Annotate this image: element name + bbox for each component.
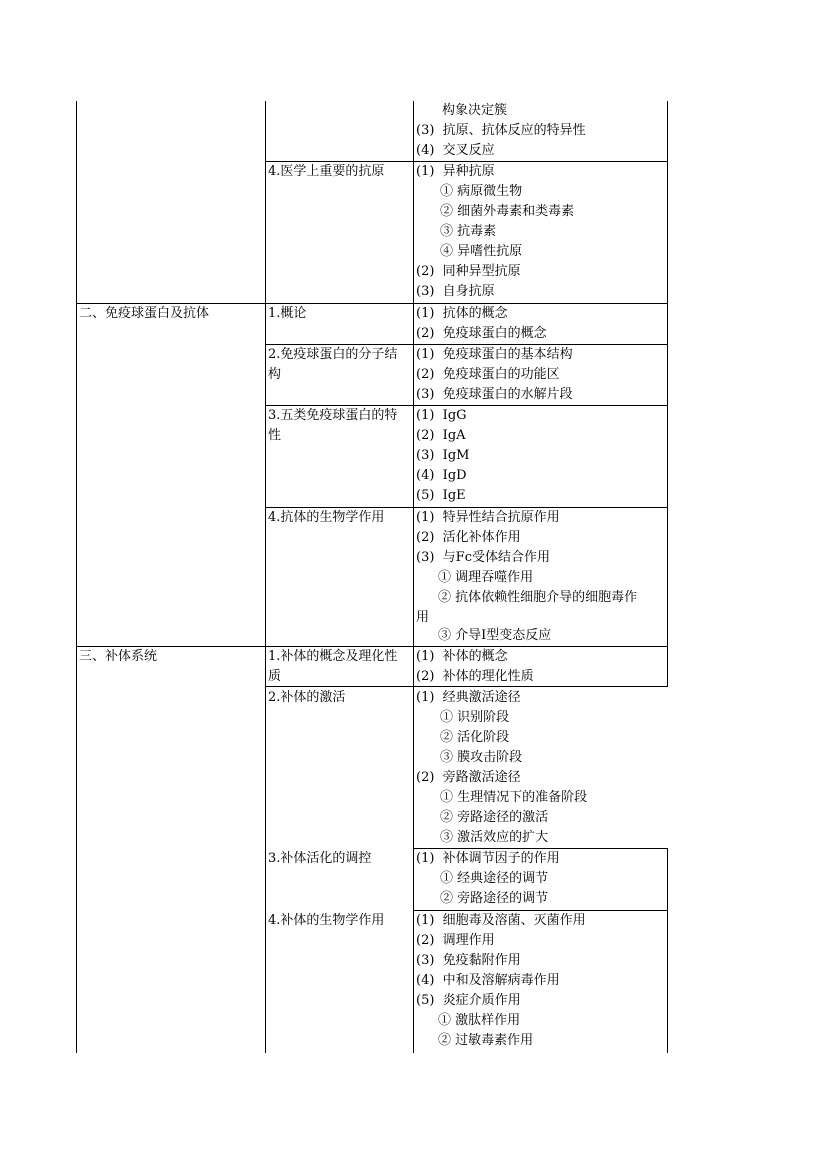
table-cell-item: (3) IgM [416, 448, 470, 463]
table-cell-topic: 4.抗体的生物学作用 [268, 510, 385, 525]
table-cell-item: ① 病原微生物 [440, 184, 523, 199]
table-cell-item: ① 经典途径的调节 [440, 871, 549, 886]
table-cell-topic: 3.补体活化的调控 [268, 851, 372, 866]
table-cell-topic: 2.补体的激活 [268, 690, 346, 705]
table-cell-item: ① 识别阶段 [440, 710, 510, 725]
table-cell-section: 三、补体系统 [79, 649, 158, 664]
table-cell-item: (3) 免疫球蛋白的水解片段 [416, 387, 573, 402]
table-cell-topic: 1.概论 [268, 306, 307, 321]
table-cell-item: (5) IgE [416, 488, 466, 503]
table-cell-item: ② 旁路途径的调节 [440, 891, 549, 906]
table-border-col1 [265, 101, 266, 1053]
table-cell-item: (4) 中和及溶解病毒作用 [416, 973, 560, 988]
table-cell-item: (3) 与Fc受体结合作用 [416, 550, 550, 565]
table-cell-item: (2) 补体的理化性质 [416, 669, 534, 684]
table-cell-item: (1) 补体的概念 [416, 649, 508, 664]
table-cell-item: ③ 抗毒素 [440, 224, 497, 239]
table-cell-topic: 4.医学上重要的抗原 [268, 164, 385, 179]
table-cell-item: 用 [416, 610, 430, 625]
table-cell-item: (1) 补体调节因子的作用 [416, 851, 560, 866]
table-cell-item: (1) 细胞毒及溶菌、灭菌作用 [416, 913, 586, 928]
table-cell-item: ② 细菌外毒素和类毒素 [440, 204, 575, 219]
table-cell-item: (3) 抗原、抗体反应的特异性 [416, 123, 586, 138]
table-cell-item: ① 调理吞噬作用 [438, 570, 534, 585]
table-cell-topic: 3.五类免疫球蛋白的特性 [268, 408, 398, 443]
table-cell-item: (3) 自身抗原 [416, 284, 495, 299]
table-cell-section: 二、免疫球蛋白及抗体 [79, 306, 210, 321]
table-cell-item: (2) 免疫球蛋白的功能区 [416, 367, 560, 382]
table-border-left [76, 101, 77, 1053]
table-cell-topic: 2.免疫球蛋白的分子结构 [268, 347, 398, 382]
table-cell-item: ③ 膜攻击阶段 [440, 750, 523, 765]
table-cell-item: (1) 抗体的概念 [416, 306, 508, 321]
table-cell-item: (5) 炎症介质作用 [416, 993, 521, 1008]
table-cell-item: ② 过敏毒素作用 [438, 1033, 534, 1048]
table-cell-item: ③ 介导I型变态反应 [438, 628, 552, 643]
table-cell-item: ② 旁路途径的激活 [440, 810, 549, 825]
table-cell-item: ② 抗体依赖性细胞介导的细胞毒作 [438, 590, 638, 605]
table-cell-item: (1) 经典激活途径 [416, 690, 521, 705]
table-cell-item: (2) 调理作用 [416, 933, 495, 948]
table-cell-item: ① 生理情况下的准备阶段 [440, 790, 588, 805]
table-cell-item: ④ 异嗜性抗原 [440, 244, 523, 259]
table-border-right [667, 101, 668, 686]
table-cell-item: (4) IgD [416, 468, 467, 483]
table-cell-item: (1) IgG [416, 408, 467, 423]
table-cell-item: (2) 旁路激活途径 [416, 770, 521, 785]
table-cell-item: (1) 异种抗原 [416, 164, 495, 179]
table-cell-item: (2) IgA [416, 428, 466, 443]
table-cell-item: (1) 特异性结合抗原作用 [416, 510, 560, 525]
table-cell-topic: 4.补体的生物学作用 [268, 913, 385, 928]
table-cell-item: (1) 免疫球蛋白的基本结构 [416, 347, 573, 362]
table-border-right-lower [667, 848, 668, 1053]
table-cell-item: (2) 免疫球蛋白的概念 [416, 326, 547, 341]
table-cell-topic: 1.补体的概念及理化性质 [268, 649, 398, 684]
table-cell-item: ③ 激活效应的扩大 [440, 830, 549, 845]
table-cell-item: 构象决定簇 [442, 103, 508, 118]
table-cell-item: ② 活化阶段 [440, 730, 510, 745]
table-cell-item: (2) 同种异型抗原 [416, 264, 521, 279]
table-cell-item: ① 激肽样作用 [438, 1013, 521, 1028]
table-cell-item: (3) 免疫黏附作用 [416, 953, 521, 968]
table-cell-item: (4) 交叉反应 [416, 143, 495, 158]
table-cell-item: (2) 活化补体作用 [416, 530, 521, 545]
